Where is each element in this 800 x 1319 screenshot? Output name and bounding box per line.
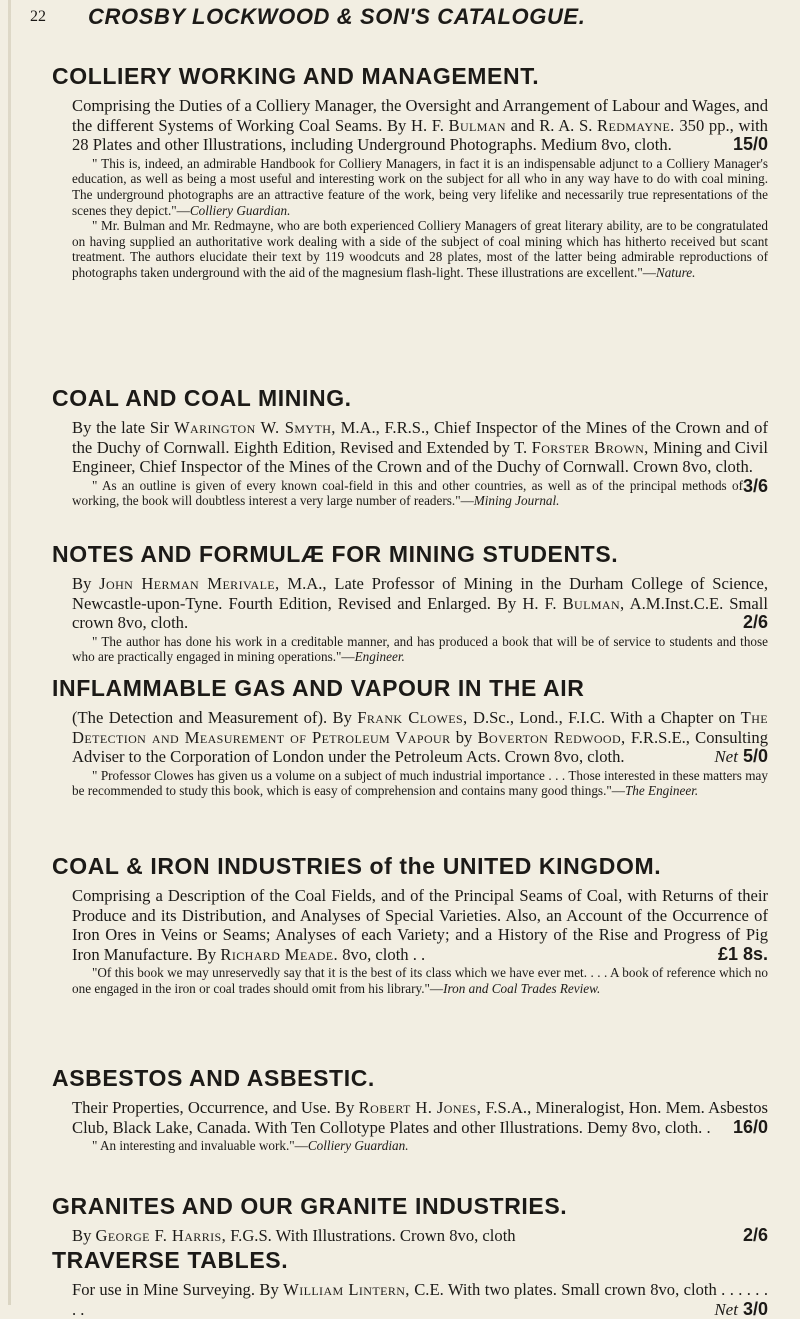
price: 15/0	[732, 134, 768, 155]
author-name: John Herman Merivale,	[99, 574, 280, 593]
press-review: " Professor Clowes has given us a volume on a subject of much industrial importance . . . Those interested in these matters may be recommended to study this book, which is easy of comprehension and contains many good things."—The Engineer.	[72, 767, 768, 799]
net-label: Net	[714, 747, 738, 767]
review-source: Colliery Guardian.	[189, 202, 291, 218]
page-number: 22	[30, 8, 46, 25]
entry-traverse-tables	[52, 1246, 768, 1319]
entry-description: Comprising the Duties of a Colliery Manager, the Oversight and Arrangement of Labour and Wages, and the different Systems of Working Coal Seams. By H. F. Bulman and R. A. S. Redmayne. 350 pp., with 28 Plates and other Illustrations, including Underground Photographs. Medium 8vo, cloth. 15/0 " This is, indeed, an admirable Handbook for Colliery Managers, in fact it is an indispensable adjunct to a Colliery Manager's education, as well as being a most useful and interesting work on the subject for all who in any way have to do with coal mining. The underground photographs are an attractive feature of the work, being very lifelike and necessarily true representations of the scenes they depict."—Colliery Guardian. " Mr. Bulman and Mr. Redmayne, who are both experienced Colliery Managers of great literary ability, are to be congratulated on having supplied an authoritative work dealing with a side of the subject of coal mining which has hitherto received but scant treatment. The authors elucidate their text by 119 woodcuts and 28 plates, most of the latter being admirable reproductions of photographs taken underground with the aid of the magnesium flash-light. These illustrations are excellent."—Nature.	[72, 96, 768, 280]
press-review: " As an outline is given of every known coal-field in this and other countries, as well as of the principal methods of working, the book will doubtless interest a very large number of readers."—Mining Journal.	[72, 477, 743, 509]
review-source: The Engineer.	[624, 783, 699, 799]
press-review: " The author has done his work in a creditable manner, and has produced a book that will be of service to students and those who are practically engaged in mining operations."—Engineer.	[72, 633, 768, 665]
author-name: Warington W. Smyth,	[173, 418, 336, 437]
net-label: Net	[714, 1299, 738, 1319]
author-name: Bulman,	[562, 593, 625, 613]
entry-heading: NOTES AND FORMULÆ FOR MINING STUDENTS.	[52, 541, 619, 567]
entry-heading: GRANITES AND OUR GRANITE INDUSTRIES.	[52, 1193, 568, 1219]
review-source: Engineer.	[354, 649, 405, 665]
running-head	[30, 4, 780, 30]
running-title: CROSBY LOCKWOOD & SON'S CATALOGUE.	[88, 4, 586, 29]
entry-granites	[52, 1192, 768, 1246]
entry-heading: TRAVERSE TABLES.	[52, 1247, 289, 1273]
author-name: Robert H. Jones,	[358, 1098, 482, 1117]
entry-heading: ASBESTOS AND ASBESTIC.	[52, 1065, 375, 1091]
entry-description: For use in Mine Surveying. By William Lintern, C.E. With two plates. Small crown 8vo, cloth . . . . . . . . Net 3/0	[72, 1280, 768, 1319]
price: £1 8s.	[717, 943, 768, 964]
entry-notes-formulae	[52, 540, 768, 665]
price: 2/6	[742, 1225, 768, 1245]
press-review: " This is, indeed, an admirable Handbook for Colliery Managers, in fact it is an indispensable adjunct to a Colliery Manager's education, as well as being a most useful and interesting work on the subject for all who in any way have to do with coal mining. The underground photographs are an attractive feature of the work, being very lifelike and necessarily true representations of the scenes they depict."—Colliery Guardian. " Mr. Bulman and Mr. Redmayne, who are both experienced Colliery Managers of great literary ability, are to be congratulated on having supplied an authoritative work dealing with a side of the subject of coal mining which has hitherto received but scant treatment. The authors elucidate their text by 119 woodcuts and 28 plates, most of the latter being admirable reproductions of photographs taken underground with the aid of the magnesium flash-light. These illustrations are excellent."—Nature.	[72, 155, 768, 280]
author-name: Redmayne.	[597, 115, 675, 135]
chapter-title: The Detection and Measurement of Petroleum Vapour	[72, 708, 768, 747]
price: Net 5/0	[714, 746, 768, 767]
entry-description: By John Herman Merivale, M.A., Late Professor of Mining in the Durham College of Science, Newcastle-upon-Tyne. Fourth Edition, Revised and Enlarged. By H. F. Bulman, A.M.Inst.C.E. Small crown 8vo, cloth. 2/6 " The author has done his work in a creditable manner, and has produced a book that will be of service to students and those who are practically engaged in mining operations."—Engineer.	[72, 574, 768, 665]
entry-description: By George F. Harris, F.G.S. With Illustrations. Crown 8vo, cloth 2/6	[72, 1225, 768, 1245]
author-name: Forster Brown,	[531, 437, 649, 457]
price: Net 3/0	[714, 1298, 768, 1319]
entry-inflammable-gas	[52, 674, 768, 799]
author-name: William Lintern,	[283, 1280, 410, 1299]
price: 2/6	[742, 612, 768, 633]
price: 16/0	[732, 1116, 768, 1137]
review-source: Nature.	[655, 264, 696, 280]
entry-heading: COAL & IRON INDUSTRIES of the UNITED KINGDOM.	[52, 853, 662, 879]
press-review: " An interesting and invaluable work."—Colliery Guardian.	[92, 1138, 409, 1154]
author-name: Bulman	[448, 115, 506, 135]
binding-edge	[8, 0, 11, 1305]
author-name: Boverton Redwood,	[477, 727, 626, 747]
review-source: Colliery Guardian.	[307, 1138, 409, 1154]
entry-description: Their Properties, Occurrence, and Use. By Robert H. Jones, F.S.A., Mineralogist, Hon. Mem. Asbestos Club, Black Lake, Canada. With Ten Collotype Plates and other Illustrations. Demy 8vo, cloth. . 16/0 " An interesting and invaluable work."—Colliery Guardian.	[72, 1098, 769, 1154]
entry-description: (The Detection and Measurement of). By Frank Clowes, D.Sc., Lond., F.I.C. With a Chapter on The Detection and Measurement of Petroleum Vapour by Boverton Redwood, F.R.S.E., Consulting Adviser to the Corporation of London under the Petroleum Acts. Crown 8vo, cloth. Net 5/0 " Professor Clowes has given us a volume on a subject of much industrial importance . . . Those interested in these matters may be recommended to study this book, which is easy of comprehension and contains many good things."—The Engineer.	[72, 708, 768, 799]
entry-heading: COAL AND COAL MINING.	[52, 385, 352, 411]
entry-asbestos	[52, 1064, 768, 1154]
review-source: Mining Journal.	[473, 493, 560, 509]
entry-coal-mining	[52, 384, 768, 509]
author-name: Richard Meade.	[220, 944, 339, 964]
entry-heading: COLLIERY WORKING AND MANAGEMENT.	[52, 63, 540, 89]
entry-colliery-working	[52, 62, 768, 281]
entry-description: By the late Sir Warington W. Smyth, M.A., F.R.S., Chief Inspector of the Mines of the Crown and of the Duchy of Cornwall. Eighth Edition, Revised and Extended by T. Forster Brown, Mining and Civil Engineer, Chief Inspector of the Mines of the Crown and of the Duchy of Cornwall. Crown 8vo, cloth. 3/6 " As an outline is given of every known coal-field in this and other countries, as well as of the principal methods of working, the book will doubtless interest a very large number of readers."—Mining Journal.	[72, 418, 768, 509]
review-source: Iron and Coal Trades Review.	[443, 980, 601, 996]
entry-heading: INFLAMMABLE GAS AND VAPOUR IN THE AIR	[52, 675, 585, 701]
press-review: "Of this book we may unreservedly say that it is the best of its class which we have ever met. . . . A book of reference which no one engaged in the iron or coal trades should omit from his library."—Iron and Coal Trades Review.	[72, 965, 768, 996]
entry-description: Comprising a Description of the Coal Fields, and of the Principal Seams of Coal, with Returns of their Produce and its Distribution, and Analyses of Special Varieties. Also, an Account of the Occurrence of Iron Ores in Veins or Seams; Analyses of each Variety; and a History of the Rise and Progress of Pig Iron Manufacture. By Richard Meade. 8vo, cloth . . £1 8s. "Of this book we may unreservedly say that it is the best of its class which we have ever met. . . . A book of reference which no one engaged in the iron or coal trades should omit from his library."—Iron and Coal Trades Review.	[72, 886, 768, 996]
entry-coal-iron-industries	[52, 852, 768, 997]
author-name: George F. Harris,	[95, 1226, 227, 1245]
author-name: Frank Clowes,	[357, 708, 468, 727]
price: 3/6	[742, 475, 768, 496]
